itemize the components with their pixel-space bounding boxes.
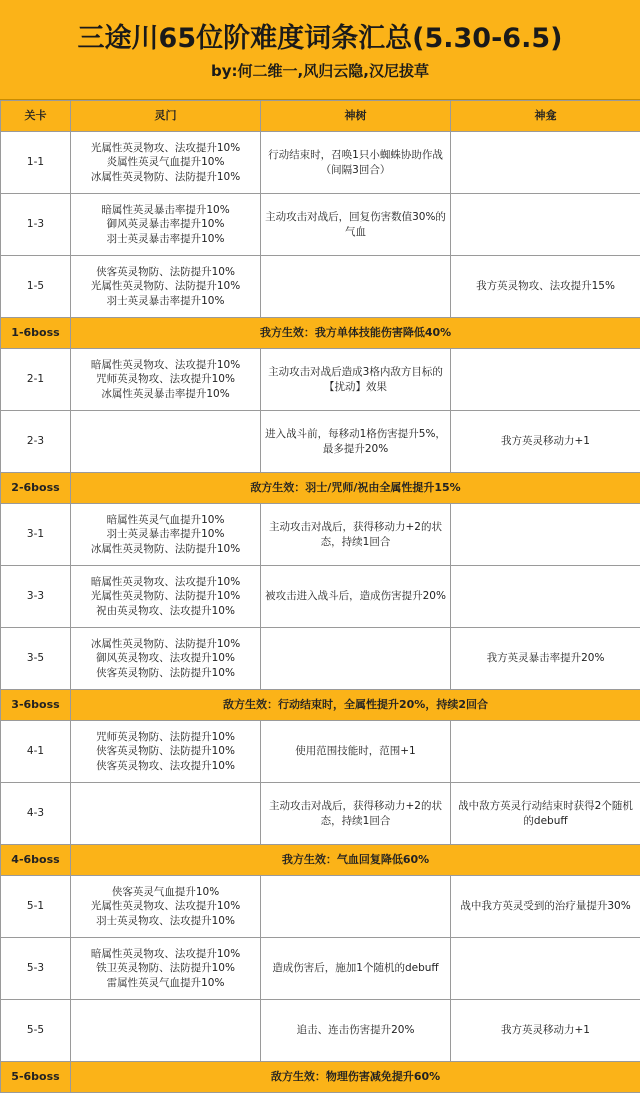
gate-cell: [71, 1000, 261, 1062]
tree-cell: [261, 876, 451, 938]
tree-cell: [261, 628, 451, 690]
boss-row: [1, 318, 640, 349]
gate-cell: 暗属性英灵物攻、法攻提升10% 铁卫英灵物防、法防提升10% 雷属性英灵气血提升10%: [71, 938, 261, 1000]
tree-cell: 追击、连击伤害提升20%: [261, 1000, 451, 1062]
table-row: [1, 349, 640, 411]
boss-effect-cell: 我方生效：我方单体技能伤害降低40%: [71, 318, 640, 349]
boss-effect-cell: 我方生效：气血回复降低60%: [71, 845, 640, 876]
shrine-cell: [451, 938, 640, 1000]
table-row: [1, 1000, 640, 1062]
stage-cell: 3-1: [1, 504, 71, 566]
page-header: [0, 0, 640, 100]
tree-cell: 使用范围技能时，范围+1: [261, 721, 451, 783]
tree-cell: 行动结束时，召唤1只小蜘蛛协助作战（间隔3回合）: [261, 132, 451, 194]
gate-cell: 暗属性英灵物攻、法攻提升10% 光属性英灵物防、法防提升10% 祝由英灵物攻、法攻提升10%: [71, 566, 261, 628]
stage-cell: 3-5: [1, 628, 71, 690]
shrine-cell: 我方英灵移动力+1: [451, 411, 640, 473]
table-row: [1, 721, 640, 783]
boss-effect-cell: 敌方生效：物理伤害减免提升60%: [71, 1062, 640, 1093]
gate-cell: 光属性英灵物攻、法攻提升10% 炎属性英灵气血提升10% 冰属性英灵物防、法防提升10%: [71, 132, 261, 194]
shrine-cell: 战中我方英灵受到的治疗量提升30%: [451, 876, 640, 938]
stage-cell: 5-3: [1, 938, 71, 1000]
stage-cell: 4-1: [1, 721, 71, 783]
stage-cell: 2-1: [1, 349, 71, 411]
table-row: [1, 194, 640, 256]
tree-cell: 主动攻击对战后，获得移动力+2的状态，持续1回合: [261, 783, 451, 845]
gate-cell: 侠客英灵物防、法防提升10% 光属性英灵物防、法防提升10% 羽士英灵暴击率提升10%: [71, 256, 261, 318]
stage-cell: 5-1: [1, 876, 71, 938]
shrine-cell: [451, 194, 640, 256]
stage-cell: 3-3: [1, 566, 71, 628]
tree-cell: 造成伤害后，施加1个随机的debuff: [261, 938, 451, 1000]
boss-row: [1, 845, 640, 876]
table-row: [1, 876, 640, 938]
table-row: [1, 566, 640, 628]
tree-cell: [261, 256, 451, 318]
gate-cell: 暗属性英灵气血提升10% 羽士英灵暴击率提升10% 冰属性英灵物防、法防提升10%: [71, 504, 261, 566]
stage-cell: 1-1: [1, 132, 71, 194]
shrine-cell: 我方英灵物攻、法攻提升15%: [451, 256, 640, 318]
gate-cell: 侠客英灵气血提升10% 光属性英灵物攻、法攻提升10% 羽士英灵物攻、法攻提升10%: [71, 876, 261, 938]
shrine-cell: [451, 132, 640, 194]
gate-cell: 暗属性英灵暴击率提升10% 御风英灵暴击率提升10% 羽士英灵暴击率提升10%: [71, 194, 261, 256]
stage-cell: 1-6boss: [1, 318, 71, 349]
shrine-cell: 战中敌方英灵行动结束时获得2个随机的debuff: [451, 783, 640, 845]
affix-table: [0, 100, 640, 1093]
shrine-cell: [451, 349, 640, 411]
table-row: [1, 132, 640, 194]
column-header-shrine: 神龛: [451, 101, 640, 132]
boss-row: [1, 473, 640, 504]
boss-effect-cell: 敌方生效：行动结束时，全属性提升20%，持续2回合: [71, 690, 640, 721]
gate-cell: [71, 783, 261, 845]
shrine-cell: [451, 721, 640, 783]
column-header-tree: 神树: [261, 101, 451, 132]
shrine-cell: 我方英灵暴击率提升20%: [451, 628, 640, 690]
stage-cell: 4-3: [1, 783, 71, 845]
stage-cell: 2-6boss: [1, 473, 71, 504]
stage-cell: 3-6boss: [1, 690, 71, 721]
stage-cell: 4-6boss: [1, 845, 71, 876]
table-body: [1, 132, 640, 1093]
table-row: [1, 783, 640, 845]
page-title: 三途川65位阶难度词条汇总(5.30-6.5): [77, 23, 563, 54]
boss-row: [1, 1062, 640, 1093]
authors-line: by:何二维一,风归云隐,汉尼拔草: [211, 62, 429, 80]
stage-cell: 1-3: [1, 194, 71, 256]
table-row: [1, 256, 640, 318]
table-row: [1, 628, 640, 690]
stage-cell: 1-5: [1, 256, 71, 318]
table-row: [1, 504, 640, 566]
table-row: [1, 411, 640, 473]
tree-cell: 进入战斗前，每移动1格伤害提升5%，最多提升20%: [261, 411, 451, 473]
stage-cell: 2-3: [1, 411, 71, 473]
tree-cell: 主动攻击对战后，获得移动力+2的状态，持续1回合: [261, 504, 451, 566]
column-header-gate: 灵门: [71, 101, 261, 132]
tree-cell: 主动攻击对战后造成3格内敌方目标的【扰动】效果: [261, 349, 451, 411]
gate-cell: 冰属性英灵物防、法防提升10% 御风英灵物攻、法攻提升10% 侠客英灵物防、法防提升10%: [71, 628, 261, 690]
shrine-cell: [451, 566, 640, 628]
shrine-cell: 我方英灵移动力+1: [451, 1000, 640, 1062]
boss-effect-cell: 敌方生效：羽士/咒师/祝由全属性提升15%: [71, 473, 640, 504]
boss-row: [1, 690, 640, 721]
gate-cell: 咒师英灵物防、法防提升10% 侠客英灵物防、法防提升10% 侠客英灵物攻、法攻提升10%: [71, 721, 261, 783]
stage-cell: 5-5: [1, 1000, 71, 1062]
table-row: [1, 938, 640, 1000]
table-header-row: [1, 101, 640, 132]
gate-cell: [71, 411, 261, 473]
shrine-cell: [451, 504, 640, 566]
stage-cell: 5-6boss: [1, 1062, 71, 1093]
tree-cell: 被攻击进入战斗后，造成伤害提升20%: [261, 566, 451, 628]
gate-cell: 暗属性英灵物攻、法攻提升10% 咒师英灵物攻、法攻提升10% 冰属性英灵暴击率提升10%: [71, 349, 261, 411]
tree-cell: 主动攻击对战后，回复伤害数值30%的气血: [261, 194, 451, 256]
column-header-stage: 关卡: [1, 101, 71, 132]
